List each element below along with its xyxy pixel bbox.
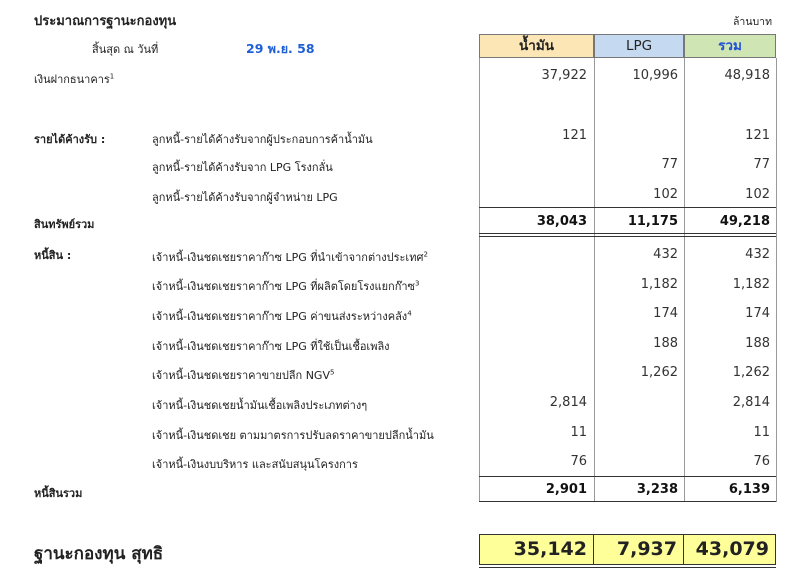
column-header-oil: น้ำมัน [479,34,594,58]
row-label-liab-ngv: เจ้าหนี้-เงินชดเชยราคาขายปลีก NGV$^5$ [152,368,335,382]
report-title: ประมาณการฐานะกองทุน [34,14,177,29]
cell-lpg: 11,175 [627,214,678,229]
unit-label: ล้านบาท [733,16,772,28]
footnote-marker: 5 [329,368,335,377]
as-of-label: สิ้นสุด ณ วันที่ [92,43,159,56]
as-of-date: 29 พ.ย. 58 [246,41,315,56]
footnote-marker: 2 [423,250,428,259]
row-label-liab-admin-budget: เจ้าหนี้-เงินงบบริหาร และสนับสนุนโครงการ [152,458,358,471]
cell-oil: 2,814 [549,395,587,410]
row-label-net-position: ฐานะกองทุน สุทธิ [34,544,164,564]
cell-total: 49,218 [719,214,770,229]
cell-total: 77 [753,157,770,172]
cell-total: 1,262 [732,365,770,380]
cell-total: 188 [745,336,770,351]
cell-lpg: 77 [661,157,678,172]
section-heading-liabilities: หนี้สิน : [34,249,72,262]
cell-oil: 121 [562,128,587,143]
rule-line [479,236,776,237]
row-label-total-assets: สินทรัพย์รวม [34,218,95,231]
cell-total: 6,139 [728,482,770,497]
cell-oil: 37,922 [541,68,587,83]
net-position-oil: 35,142 [479,534,594,565]
cell-total: 432 [745,247,770,262]
rule-line [479,207,776,208]
cell-lpg: 174 [653,306,678,321]
column-header-lpg: LPG [594,34,684,58]
net-position-total: 43,079 [683,534,776,565]
cell-total: 76 [753,454,770,469]
cell-oil: 11 [570,425,587,440]
cell-oil: 2,901 [545,482,587,497]
row-label-liab-lpg-import: เจ้าหนี้-เงินชดเชยราคาก๊าซ LPG ที่นำเข้าจากต่างประเทศ$^2$ [152,250,428,264]
cell-lpg: 432 [653,247,678,262]
cell-oil: 76 [570,454,587,469]
section-heading-receivables: รายได้ค้างรับ : [34,133,106,146]
footnote-marker: 3 [415,279,420,288]
cell-lpg: 1,262 [640,365,678,380]
cell-total: 102 [745,187,770,202]
cell-total: 11 [753,425,770,440]
row-label-receivable-oil-traders: ลูกหนี้-รายได้ค้างรับจากผู้ประกอบการค้าน้ำมัน [152,133,373,146]
column-header-total: รวม [684,34,776,58]
footnote-marker: 4 [407,309,412,318]
rule-line [479,233,776,234]
net-position-lpg: 7,937 [593,534,684,565]
grid-line [776,58,777,502]
rule-line [479,501,776,502]
footnote-marker: 1 [109,72,115,81]
cell-lpg: 102 [653,187,678,202]
cell-total: 174 [745,306,770,321]
cell-oil: 38,043 [536,214,587,229]
rule-line [479,567,776,568]
row-label-liab-lpg-gas-plant: เจ้าหนี้-เงินชดเชยราคาก๊าซ LPG ที่ผลิตโดยโรงแยกก๊าซ$^3$ [152,279,420,293]
row-label-total-liabilities: หนี้สินรวม [34,487,83,500]
cell-total: 48,918 [724,68,770,83]
rule-line [479,476,776,477]
row-label-receivable-lpg-refinery: ลูกหนี้-รายได้ค้างรับจาก LPG โรงกลั่น [152,161,333,174]
cell-lpg: 1,182 [640,277,678,292]
cell-lpg: 188 [653,336,678,351]
row-label-liab-lpg-fuel: เจ้าหนี้-เงินชดเชยราคาก๊าซ LPG ที่ใช้เป็นเชื้อเพลิง [152,340,390,353]
cell-total: 1,182 [732,277,770,292]
cell-lpg: 3,238 [636,482,678,497]
row-label-liab-lpg-transport: เจ้าหนี้-เงินชดเชยราคาก๊าซ LPG ค่าขนส่งระหว่างคลัง$^4$ [152,309,412,323]
cell-lpg: 10,996 [632,68,678,83]
row-label-liab-retail-price-measure: เจ้าหนี้-เงินชดเชย ตามมาตรการปรับลดราคาขายปลีกน้ำมัน [152,429,434,442]
row-label-bank-deposit: เงินฝากธนาคาร$^1$ [34,72,115,86]
cell-total: 121 [745,128,770,143]
cell-total: 2,814 [732,395,770,410]
row-label-receivable-lpg-distributors: ลูกหนี้-รายได้ค้างรับจากผู้จำหน่าย LPG [152,191,338,204]
row-label-liab-oil-fuels: เจ้าหนี้-เงินชดเชยน้ำมันเชื้อเพลิงประเภทต่างๆ [152,399,368,412]
